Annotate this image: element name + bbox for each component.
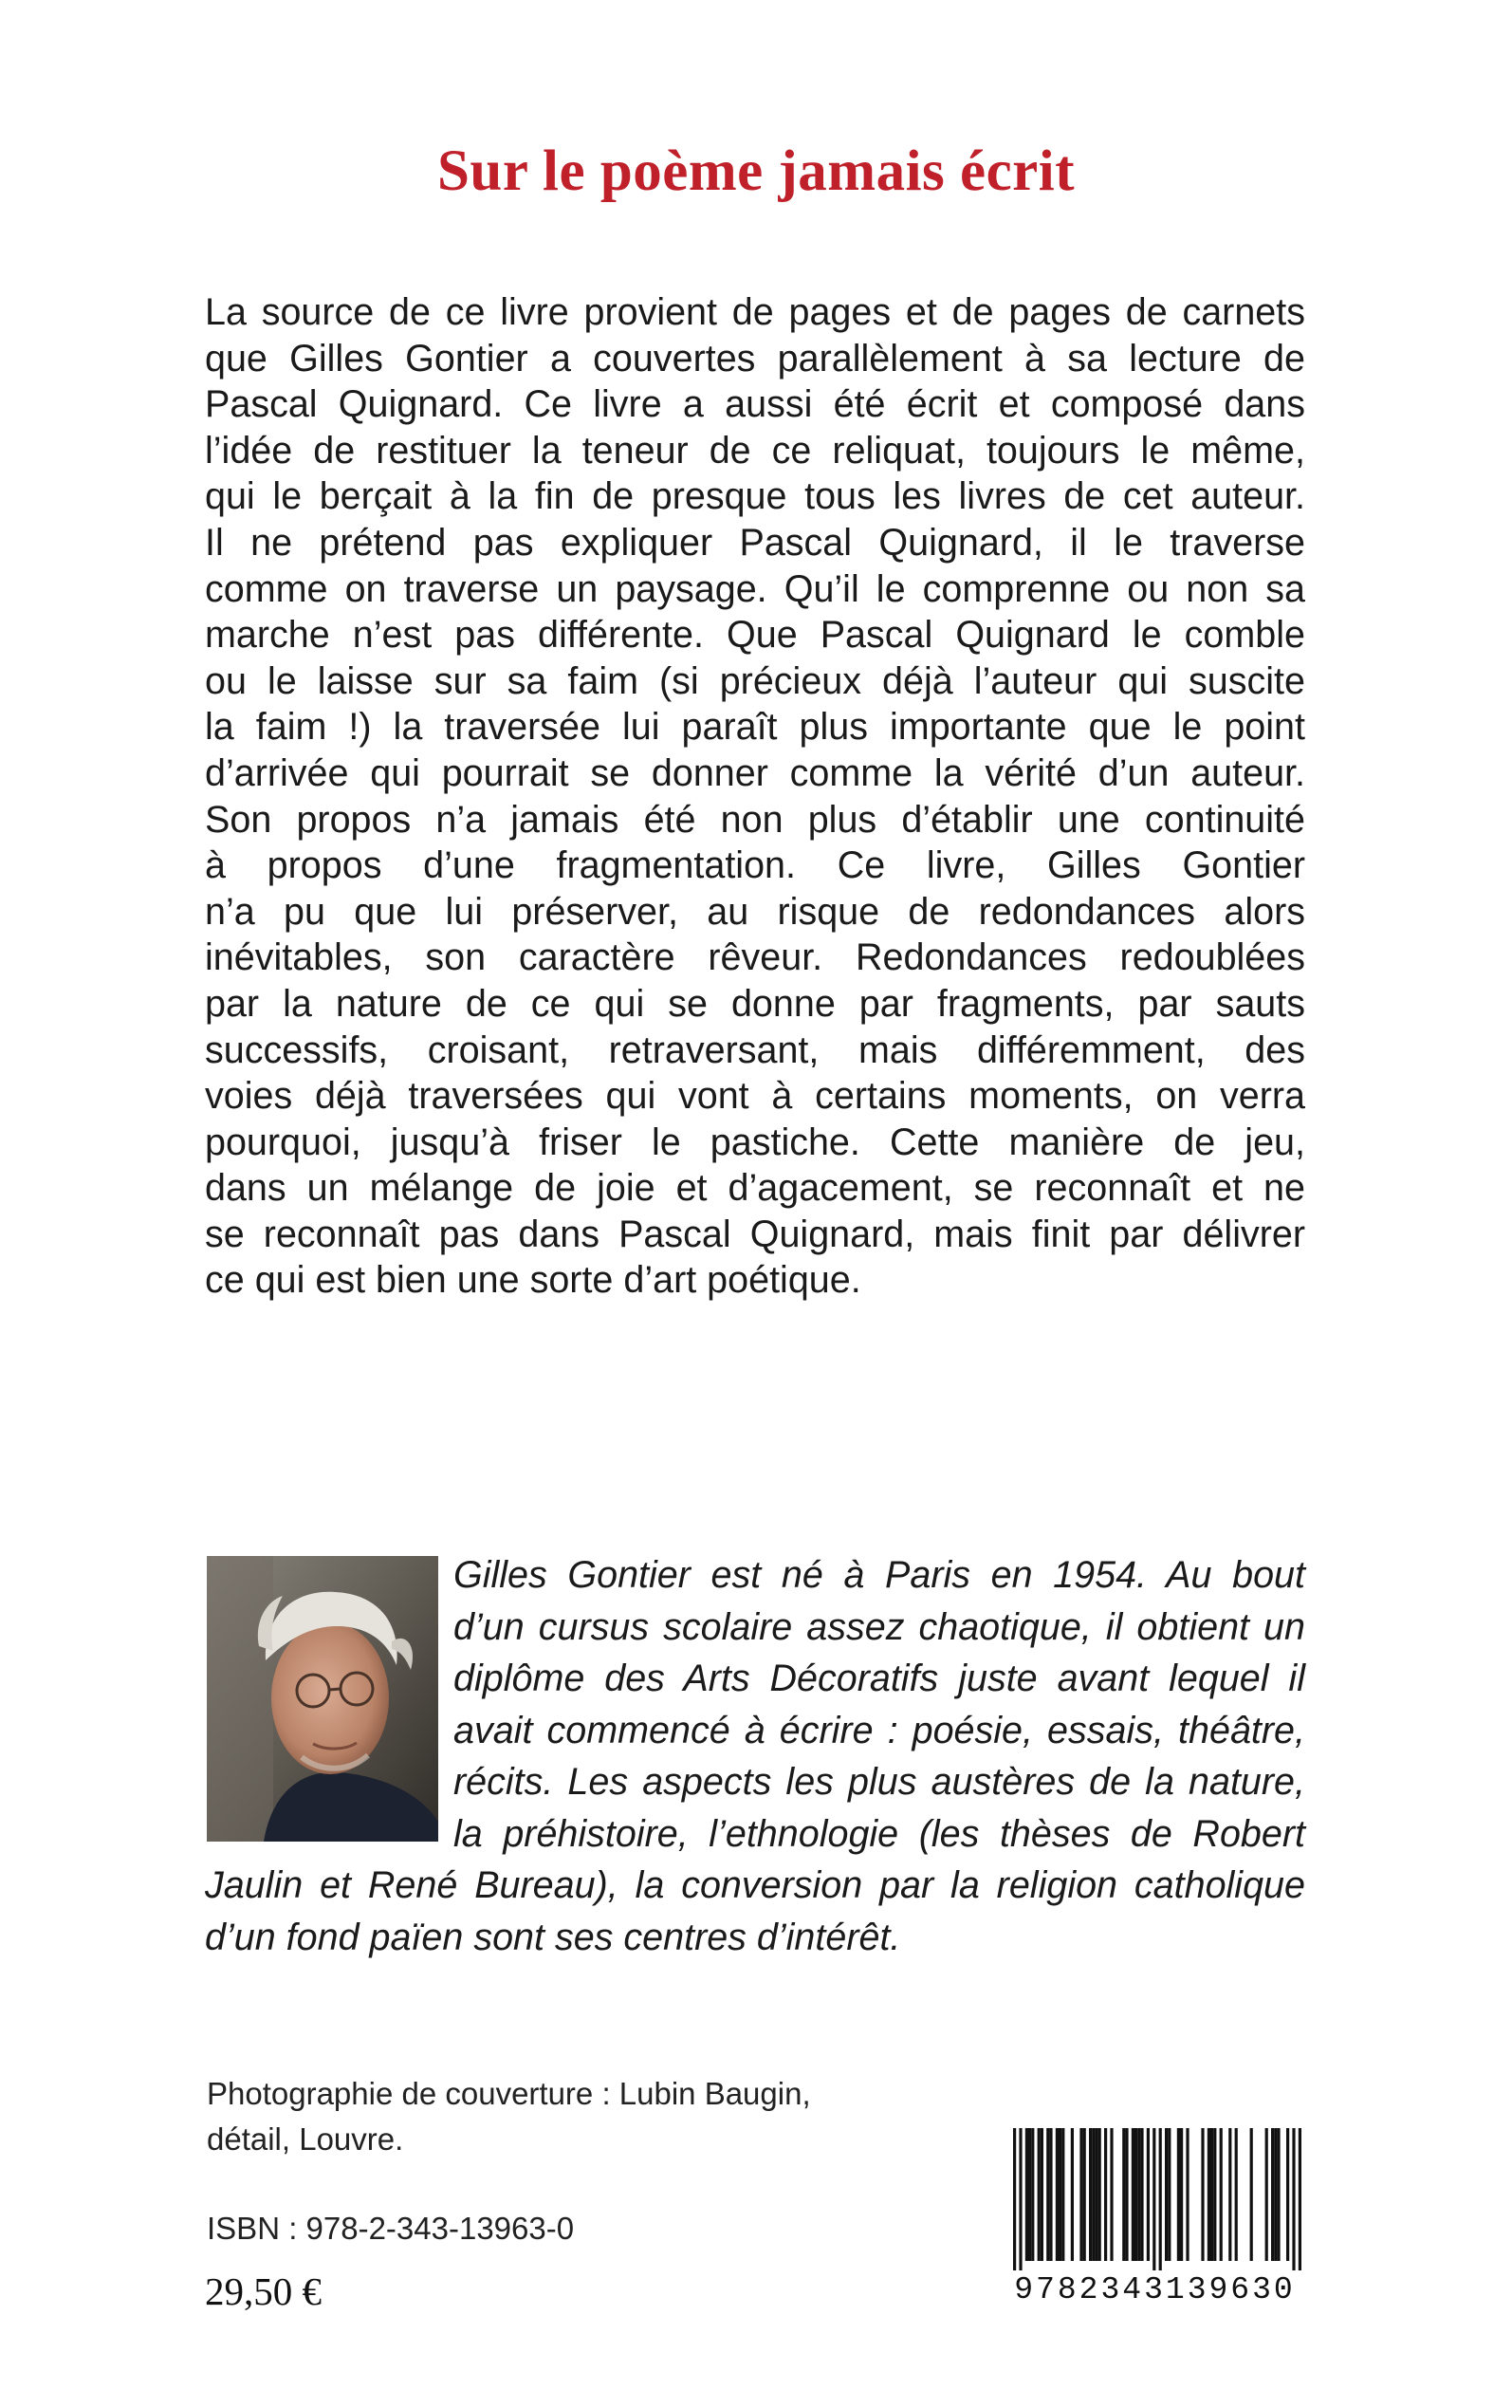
barcode-bar xyxy=(1134,2128,1137,2261)
book-title: Sur le poème jamais écrit xyxy=(436,139,1076,203)
blurb-line: pourquoi, jusqu’à friser le pastiche. Cette manière de jeu, xyxy=(205,1121,1305,1163)
barcode-bar xyxy=(1019,2128,1022,2270)
barcode-bar xyxy=(1122,2128,1125,2261)
bio-line: d’un fond païen sont ses centres d’intérêt. xyxy=(205,1916,901,1958)
barcode-bar xyxy=(1180,2128,1183,2261)
bio-line: d’un cursus scolaire assez chaotique, il obtient un xyxy=(453,1605,1305,1648)
bio-line: la préhistoire, l’ethnologie (les thèses de Robert xyxy=(453,1812,1305,1855)
blurb-line: à propos d’une fragmentation. Ce livre, Gilles Gontier xyxy=(205,844,1305,887)
blurb-paragraph xyxy=(205,289,1305,1304)
barcode-bar xyxy=(1056,2128,1059,2261)
barcode-digits: 9782343139630 xyxy=(1014,2272,1296,2307)
blurb-line: par la nature de ce qui se donne par fragments, par sauts xyxy=(205,982,1305,1025)
barcode-bar xyxy=(1059,2128,1061,2261)
bio-line: Gilles Gontier est né à Paris en 1954. Au bout xyxy=(453,1554,1305,1596)
barcode-bar xyxy=(1147,2128,1150,2261)
bio-line: Jaulin et René Bureau), la conversion par la religion catholique xyxy=(205,1864,1305,1906)
barcode-bar xyxy=(1013,2128,1016,2270)
barcode-bar xyxy=(1165,2128,1168,2261)
barcode-bar xyxy=(1235,2128,1238,2261)
barcode-bar xyxy=(1092,2128,1095,2261)
barcode-bar xyxy=(1041,2128,1043,2261)
barcode-bar xyxy=(1152,2128,1155,2270)
barcode-bar xyxy=(1299,2128,1301,2270)
barcode-bar xyxy=(1277,2128,1280,2261)
barcode-bar xyxy=(1250,2128,1253,2261)
blurb-line: d’arrivée qui pourrait se donner comme la vérité d’un auteur. xyxy=(205,751,1305,794)
blurb-line: voies déjà traversées qui vont à certains moments, on verra xyxy=(205,1075,1305,1118)
barcode-bar xyxy=(1228,2128,1231,2261)
barcode-bar xyxy=(1049,2128,1052,2261)
barcode-bar xyxy=(1089,2128,1092,2261)
barcode-bar xyxy=(1046,2128,1049,2261)
blurb-line: successifs, croisant, retraversant, mais différemment, des xyxy=(205,1028,1305,1071)
bio-line: diplôme des Arts Décoratifs juste avant lequel il xyxy=(453,1658,1305,1699)
barcode-bar xyxy=(1140,2128,1143,2261)
barcode-bar xyxy=(1274,2128,1277,2261)
credit-line: Photographie de couverture : Lubin Baugin, xyxy=(207,2076,811,2111)
barcode-bar xyxy=(1168,2128,1171,2261)
price: 29,50 € xyxy=(205,2269,322,2313)
blurb-line: comme on traverse un paysage. Qu’il le comprenne ou non sa xyxy=(205,567,1305,610)
barcode-bar xyxy=(1292,2128,1295,2270)
cover-photo-credit xyxy=(207,2071,811,2162)
barcode-bar xyxy=(1159,2128,1162,2270)
barcode-bar xyxy=(1132,2128,1134,2261)
credit-line: détail, Louvre. xyxy=(207,2121,404,2157)
bio-line: récits. Les aspects les plus austères de la nature, xyxy=(453,1761,1305,1803)
barcode-bar xyxy=(1025,2128,1028,2261)
blurb-line: dans un mélange de joie et d’agacement, se reconnaît et ne xyxy=(205,1167,1305,1210)
blurb-line: se reconnaît pas dans Pascal Quignard, mais finit par délivrer xyxy=(205,1213,1305,1255)
barcode-bar xyxy=(1028,2128,1031,2261)
barcode-bar xyxy=(1125,2128,1128,2261)
blurb-line: inévitables, son caractère rêveur. Redondances redoublées xyxy=(205,936,1305,979)
blurb-line: La source de ce livre provient de pages et de pages de carnets xyxy=(205,291,1305,333)
barcode-bar xyxy=(1038,2128,1041,2261)
isbn: ISBN : 978-2-343-13963-0 xyxy=(207,2211,575,2246)
barcode-bar xyxy=(1079,2128,1082,2261)
barcode-bar xyxy=(1213,2128,1216,2261)
barcode-bar xyxy=(1186,2128,1189,2261)
barcode xyxy=(998,2128,1312,2318)
barcode-bar xyxy=(1201,2128,1204,2261)
barcode-bar xyxy=(1061,2128,1064,2261)
blurb-line: Il ne prétend pas expliquer Pascal Quignard, il le traverse xyxy=(205,521,1305,564)
barcode-bar xyxy=(1098,2128,1101,2261)
blurb-line: ou le laisse sur sa faim (si précieux déjà l’auteur qui suscite xyxy=(205,659,1305,702)
barcode-bar xyxy=(1083,2128,1086,2261)
blurb-line: n’a pu que lui préserver, au risque de redondances alors xyxy=(205,890,1305,933)
blurb-line: ce qui est bien une sorte d’art poétique. xyxy=(205,1259,861,1302)
barcode-bar xyxy=(1220,2128,1223,2261)
blurb-line: Son propos n’a jamais été non plus d’établir une continuité xyxy=(205,798,1305,841)
barcode-bar xyxy=(1210,2128,1213,2261)
barcode-bar xyxy=(1271,2128,1274,2261)
barcode-bar xyxy=(1095,2128,1097,2261)
barcode-bar xyxy=(1177,2128,1180,2261)
barcode-bars xyxy=(998,2128,1312,2270)
barcode-bar xyxy=(1031,2128,1034,2261)
blurb-line: la faim !) la traversée lui paraît plus importante que le point xyxy=(205,706,1305,749)
blurb-line: que Gilles Gontier a couvertes parallèlement à sa lecture de xyxy=(205,337,1305,380)
barcode-bar xyxy=(1071,2128,1074,2261)
blurb-line: marche n’est pas différente. Que Pascal Quignard le comble xyxy=(205,614,1305,657)
barcode-bar xyxy=(1137,2128,1140,2261)
barcode-bar xyxy=(1208,2128,1210,2261)
blurb-line: Pascal Quignard. Ce livre a aussi été écrit et composé dans xyxy=(205,383,1305,426)
blurb-line: qui le berçait à la fin de presque tous les livres de cet auteur. xyxy=(205,475,1305,518)
barcode-bar xyxy=(1286,2128,1289,2261)
bio-line: avait commencé à écrire : poésie, essais, théâtre, xyxy=(453,1709,1305,1751)
barcode-bar xyxy=(1104,2128,1107,2261)
barcode-bar xyxy=(1265,2128,1268,2261)
blurb-line: l’idée de restituer la teneur de ce reliquat, toujours le même, xyxy=(205,429,1305,472)
author-bio xyxy=(205,1549,1305,1963)
barcode-bar xyxy=(1110,2128,1113,2261)
